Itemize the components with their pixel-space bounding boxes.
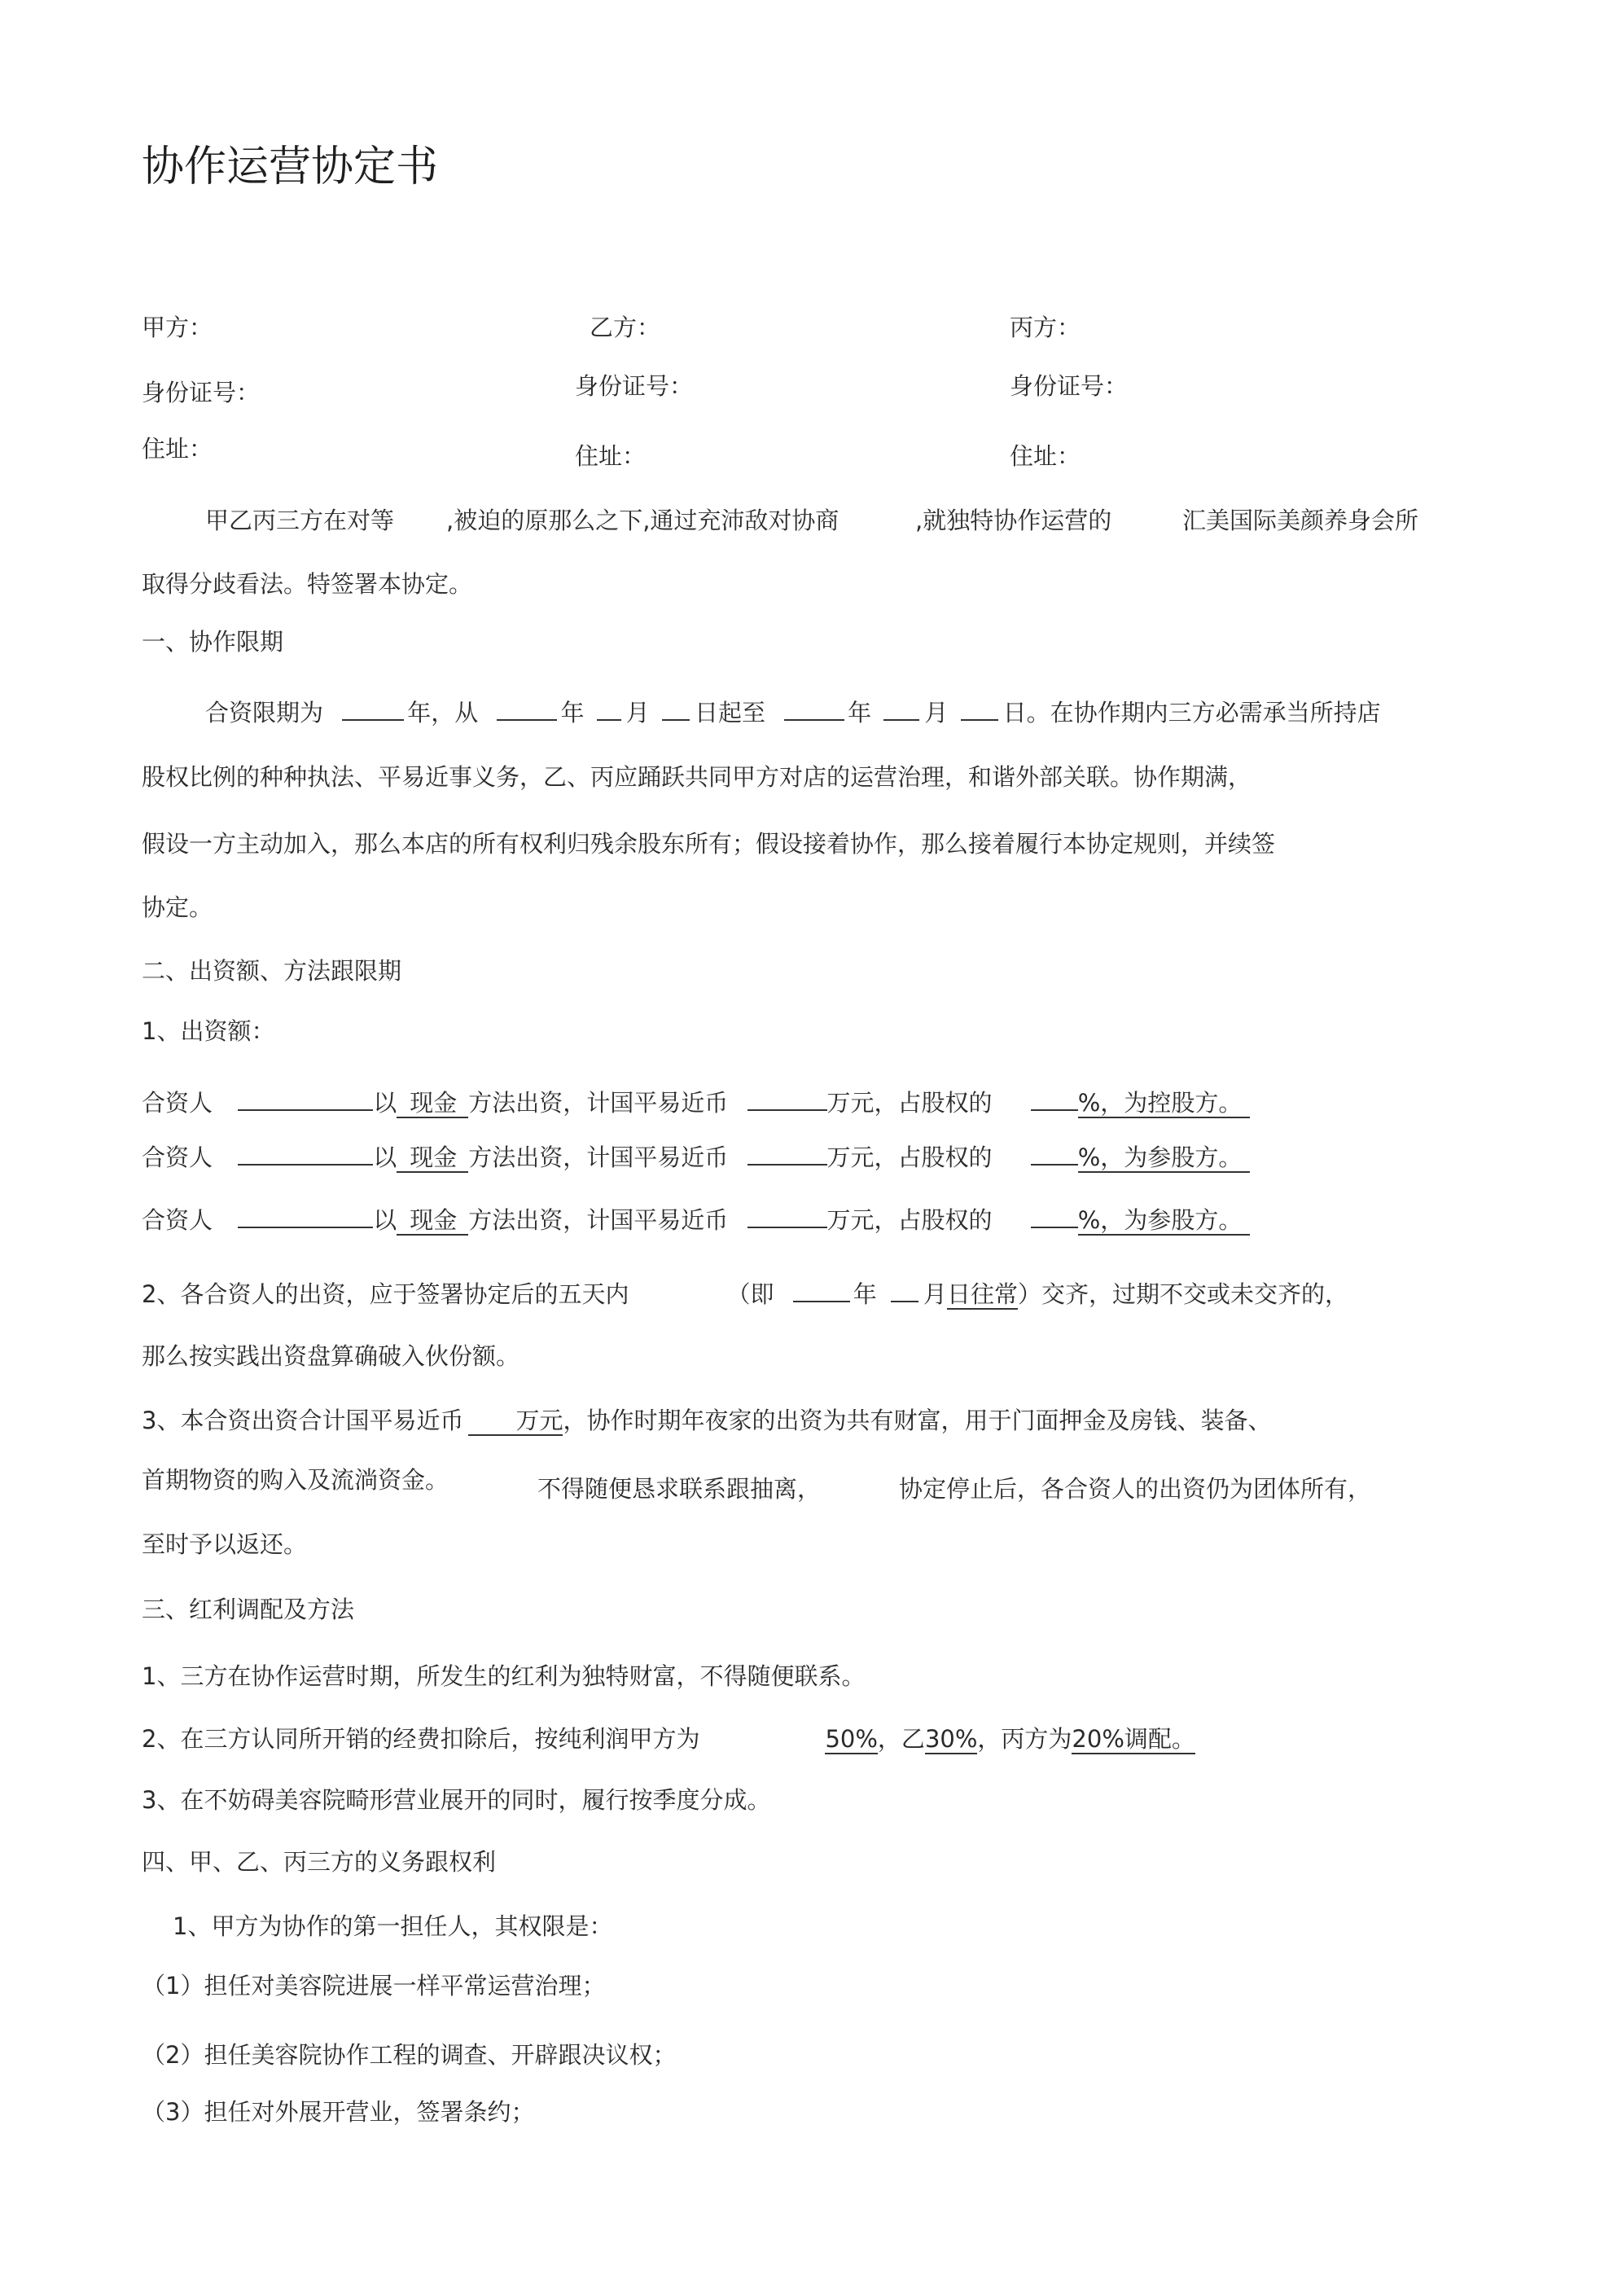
- party-b-address-label: 住址：: [575, 442, 647, 470]
- start-month-blank: [597, 695, 621, 721]
- section-1-line-4: 协定。: [142, 893, 213, 921]
- start-year-blank: [497, 695, 557, 721]
- investor-row-1: 合资人 以 现金 方法出资，计国平易近币 万元，占股权的 %，为控股方。: [142, 1085, 1250, 1119]
- party-c-address-label: 住址：: [1010, 442, 1081, 470]
- section-2-item-3-line-3: 至时予以返还。: [142, 1530, 308, 1558]
- investor-2-amount-blank: [747, 1139, 827, 1166]
- section-3-item-2: 2、在三方认同所开销的经费扣除后，按纯利润甲方为 50%，乙30%，丙方为20%调配。: [142, 1725, 1195, 1753]
- investor-1-amount-blank: [747, 1085, 827, 1111]
- party-b-ratio: 30%: [924, 1725, 978, 1753]
- term-years-blank: [342, 695, 404, 721]
- preamble-part-2: ,被迫的原那么之下,通过充沛敌对协商: [446, 507, 839, 534]
- total-amount: 万元: [468, 1407, 563, 1436]
- section-2-item-3: 3、本合资出资合计国平易近币 万元，协作时期年夜家的出资为共有财富，用于门面押金及房钱、装备、: [142, 1407, 1272, 1434]
- section-4-point-3: （3）担任对外展开营业，签署条约；: [142, 2098, 535, 2126]
- section-2-item-3-line-2c: 协定停止后，各合资人的出资仍为团体所有，: [899, 1475, 1372, 1503]
- party-a-address-label: 住址：: [142, 435, 213, 463]
- investor-3-amount-blank: [747, 1202, 827, 1228]
- party-a-id-label: 身份证号：: [142, 379, 261, 406]
- deadline-year-blank: [793, 1276, 850, 1302]
- section-2-item-2-line-2: 那么按实践出资盘算确破入伙份额。: [142, 1342, 520, 1370]
- party-b-id-label: 身份证号：: [575, 372, 694, 400]
- section-4-item-1: 1、甲方为协作的第一担任人，其权限是：: [173, 1912, 613, 1940]
- investor-row-2: 合资人 以 现金 方法出资，计国平易近币 万元，占股权的 %，为参股方。: [142, 1139, 1250, 1174]
- section-3-item-1: 1、三方在协作运营时期，所发生的红利为独特财富，不得随便联系。: [142, 1662, 866, 1690]
- section-3-item-3: 3、在不妨碍美容院畸形营业展开的同时，履行按季度分成。: [142, 1786, 771, 1814]
- section-3-heading: 三、红利调配及方法: [142, 1596, 355, 1623]
- preamble-part-4: 汇美国际美颜养身会所: [1182, 507, 1419, 534]
- investor-1-share-blank: [1031, 1085, 1078, 1111]
- party-c-ratio: 20%调配。: [1072, 1725, 1195, 1753]
- investor-3-method: 现金: [397, 1206, 468, 1236]
- section-4-point-2: （2）担任美容院协作工程的调查、开辟跟决议权；: [142, 2041, 677, 2069]
- party-a-ratio: 50%: [825, 1725, 878, 1753]
- section-2-item-2: 2、各合资人的出资，应于签署协定后的五天内 （即 年 月日往常）交齐，过期不交或未交齐的，: [142, 1276, 1348, 1310]
- end-month-blank: [883, 695, 919, 721]
- investor-1-method: 现金: [397, 1089, 468, 1118]
- section-4-point-1: （1）担任对美容院进展一样平常运营治理；: [142, 1972, 606, 2000]
- investor-2-name-blank: [238, 1139, 373, 1166]
- investor-2-method: 现金: [397, 1144, 468, 1173]
- investor-row-3: 合资人 以 现金 方法出资，计国平易近币 万元，占股权的 %，为参股方。: [142, 1202, 1250, 1236]
- preamble-part-5: 取得分歧看法。特签署本协定。: [142, 570, 473, 598]
- investor-1-name-blank: [238, 1085, 373, 1111]
- preamble-part-1: 甲乙丙三方在对等: [205, 507, 395, 534]
- end-year-blank: [784, 695, 844, 721]
- party-b-label: 乙方：: [590, 314, 661, 341]
- investor-3-share-blank: [1031, 1202, 1078, 1228]
- section-1-heading: 一、协作限期: [142, 628, 284, 656]
- section-2-heading: 二、出资额、方法跟限期: [142, 957, 402, 985]
- section-1-line-2: 股权比例的种种执法、平易近事义务，乙、丙应踊跃共同甲方对店的运营治理，和谐外部关联。协作期满，: [142, 763, 1252, 791]
- party-a-label: 甲方：: [142, 314, 213, 341]
- section-4-heading: 四、甲、乙、丙三方的义务跟权利: [142, 1848, 497, 1876]
- section-2-item-3-line-2: 首期物资的购入及流淌资金。: [142, 1466, 449, 1494]
- document-title: 协作运营协定书: [142, 143, 439, 191]
- start-day-blank: [662, 695, 690, 721]
- term-line: 合资限期为 年，从 年 月 日起至 年 月 日。在协作期内三方必需承当所持店: [205, 695, 1381, 729]
- preamble-part-3: ,就独特协作运营的: [915, 507, 1112, 534]
- section-1-line-3: 假设一方主动加入，那么本店的所有权利归残余股东所有；假设接着协作，那么接着履行本协定规则，并续签: [142, 830, 1276, 858]
- party-c-label: 丙方：: [1010, 314, 1081, 341]
- party-c-id-label: 身份证号：: [1010, 372, 1129, 400]
- investor-3-name-blank: [238, 1202, 373, 1228]
- section-2-item-1: 1、出资额：: [142, 1017, 275, 1045]
- deadline-month-blank: [891, 1276, 918, 1302]
- investor-2-share-blank: [1031, 1139, 1078, 1166]
- end-day-blank: [961, 695, 998, 721]
- section-2-item-3-line-2b: 不得随便恳求联系跟抽离，: [537, 1475, 822, 1503]
